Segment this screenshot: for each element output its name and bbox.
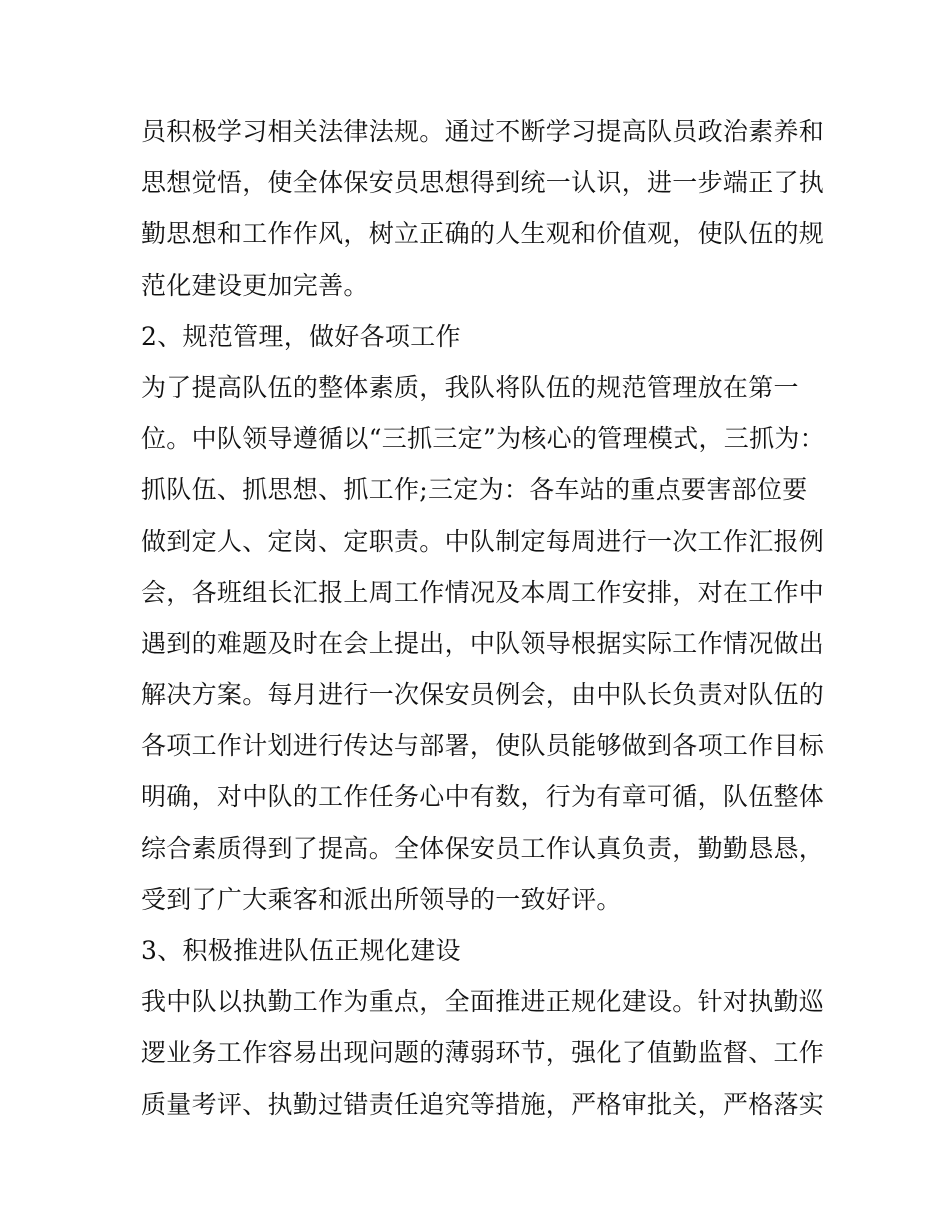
document-body bbox=[141, 106, 825, 1130]
paragraph-line: 我中队以执勤工作为重点，全面推进正规化建设。针对执勤巡 bbox=[141, 987, 825, 1017]
paragraph-line: 遇到的难题及时在会上提出，中队领导根据实际工作情况做出 bbox=[141, 628, 825, 658]
paragraph-line: 受到了广大乘客和派出所领导的一致好评。 bbox=[141, 884, 622, 914]
paragraph-line: 员积极学习相关法律法规。通过不断学习提高队员政治素养和 bbox=[141, 117, 825, 146]
paragraph-line: 勤思想和工作作风，树立正确的人生观和价值观，使队伍的规 bbox=[141, 219, 825, 249]
paragraph-line: 思想觉悟，使全体保安员思想得到统一认识，进一步端正了执 bbox=[141, 168, 825, 198]
paragraph-line: 各项工作计划进行传达与部署，使队员能够做到各项工作目标 bbox=[141, 731, 825, 761]
paragraph-line: 综合素质得到了提高。全体保安员工作认真负责，勤勤恳恳， bbox=[141, 833, 825, 863]
paragraph-line: 解决方案。每月进行一次保安员例会，由中队长负责对队伍的 bbox=[141, 680, 825, 710]
paragraph-line: 做到定人、定岗、定职责。中队制定每周进行一次工作汇报例 bbox=[141, 526, 825, 556]
paragraph-line: 抓队伍、抓思想、抓工作;三定为：各车站的重点要害部位要 bbox=[141, 475, 808, 505]
paragraph-line: 位。中队领导遵循以“三抓三定”为核心的管理模式，三抓为： bbox=[141, 424, 825, 454]
paragraph-line: 质量考评、执勤过错责任追究等措施，严格审批关，严格落实 bbox=[141, 1089, 825, 1119]
paragraph-line: 为了提高队伍的整体素质，我队将队伍的规范管理放在第一 bbox=[141, 372, 799, 402]
paragraph-line: 明确，对中队的工作任务心中有数，行为有章可循，队伍整体 bbox=[141, 782, 825, 812]
section-heading-3: 3、积极推进队伍正规化建设 bbox=[141, 936, 461, 965]
paragraph-line: 范化建设更加完善。 bbox=[141, 270, 369, 300]
paragraph-line: 会，各班组长汇报上周工作情况及本周工作安排，对在工作中 bbox=[141, 577, 825, 607]
section-heading-2: 2、规范管理，做好各项工作 bbox=[141, 321, 461, 351]
paragraph-line: 逻业务工作容易出现问题的薄弱环节，强化了值勤监督、工作 bbox=[141, 1038, 825, 1068]
